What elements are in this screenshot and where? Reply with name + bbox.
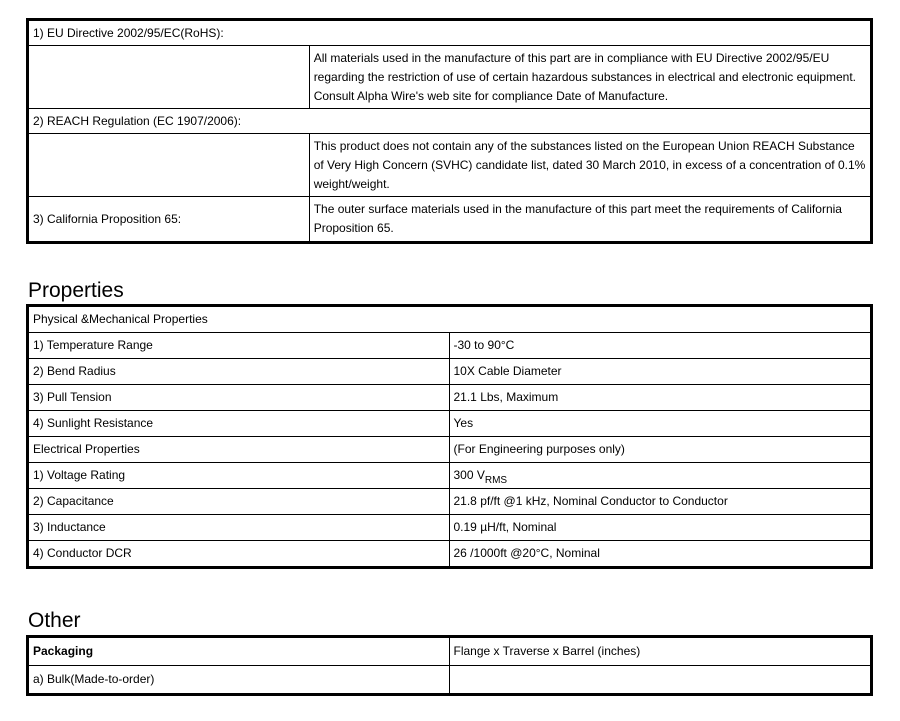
reach-heading: 2) REACH Regulation (EC 1907/2006):: [29, 109, 871, 134]
properties-title: Properties: [28, 279, 124, 302]
property-row: [29, 463, 871, 489]
property-label: 3) Pull Tension: [29, 385, 450, 411]
property-row: [29, 385, 871, 411]
property-label: 3) Inductance: [29, 515, 450, 541]
bulk-row: [29, 666, 871, 694]
prop65-text: The outer surface materials used in the manufacture of this part meet the requirements of California Proposition 65.: [309, 197, 870, 242]
prop65-row: [29, 197, 871, 242]
property-label: 4) Conductor DCR: [29, 541, 450, 567]
property-value: 21.1 Lbs, Maximum: [449, 385, 871, 411]
reach-blank-cell: [29, 134, 310, 197]
packaging-row: [29, 638, 871, 666]
property-label: 2) Bend Radius: [29, 359, 450, 385]
packaging-label: Packaging: [29, 638, 450, 666]
prop65-heading: 3) California Proposition 65:: [29, 197, 310, 242]
rohs-heading: 1) EU Directive 2002/95/EC(RoHS):: [29, 21, 871, 46]
rohs-blank-cell: [29, 46, 310, 109]
property-value: 0.19 µH/ft, Nominal: [449, 515, 871, 541]
property-value: 21.8 pf/ft @1 kHz, Nominal Conductor to Conductor: [449, 489, 871, 515]
rohs-text: All materials used in the manufacture of this part are in compliance with EU Directive 2002/95/EU regarding the restriction of use of certain hazardous substances in electrical and electronic equipment. Consult Alpha Wire's web site for compliance Date of Manufacture.: [309, 46, 870, 109]
other-table: [28, 637, 871, 694]
physical-header-row: [29, 307, 871, 333]
reach-text: This product does not contain any of the substances listed on the European Union REACH Substance of Very High Concern (SVHC) candidate list, dated 30 March 2010, in excess of a concentration of 0.1% weight/weight.: [309, 134, 870, 197]
other-title: Other: [28, 609, 81, 632]
rohs-heading-row: [29, 21, 871, 46]
property-label: 1) Voltage Rating: [29, 463, 450, 489]
property-label: 2) Capacitance: [29, 489, 450, 515]
compliance-table: [28, 20, 871, 242]
bulk-value: [449, 666, 871, 694]
property-row: [29, 411, 871, 437]
properties-table: [28, 306, 871, 567]
property-value: [449, 463, 871, 489]
bulk-label: a) Bulk(Made-to-order): [29, 666, 450, 694]
property-row: [29, 359, 871, 385]
packaging-value: Flange x Traverse x Barrel (inches): [449, 638, 871, 666]
electrical-header: Electrical Properties: [29, 437, 450, 463]
voltage-value: 300 V: [453, 468, 485, 482]
property-value: Yes: [449, 411, 871, 437]
voltage-unit-sub: RMS: [484, 475, 508, 486]
electrical-header-row: [29, 437, 871, 463]
property-row: [29, 333, 871, 359]
property-label: 4) Sunlight Resistance: [29, 411, 450, 437]
property-label: 1) Temperature Range: [29, 333, 450, 359]
property-row: [29, 541, 871, 567]
property-value: -30 to 90°C: [449, 333, 871, 359]
property-row: [29, 489, 871, 515]
reach-row: [29, 134, 871, 197]
reach-heading-row: [29, 109, 871, 134]
rohs-row: [29, 46, 871, 109]
property-row: [29, 515, 871, 541]
property-value: 10X Cable Diameter: [449, 359, 871, 385]
electrical-note: (For Engineering purposes only): [449, 437, 871, 463]
physical-header: Physical &Mechanical Properties: [29, 307, 871, 333]
property-value: 26 /1000ft @20°C, Nominal: [449, 541, 871, 567]
